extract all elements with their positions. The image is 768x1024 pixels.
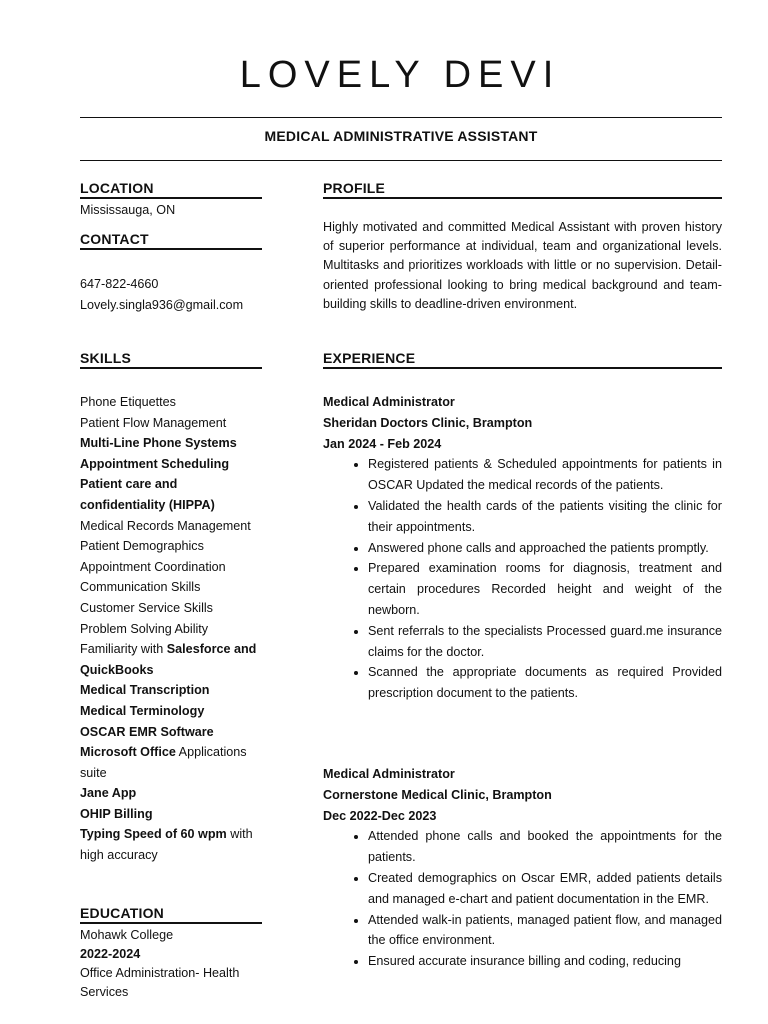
skill-text: Appointment Coordination (80, 559, 226, 574)
job-duty: • Attended phone calls and booked the appointments for the patients. (368, 826, 722, 868)
job-employer: Sheridan Doctors Clinic, Brampton (323, 415, 533, 430)
education-program: Office Administration- Health Services (80, 966, 240, 999)
skill-item (80, 454, 265, 475)
skill-text: Salesforce and QuickBooks (80, 642, 257, 677)
profile-text: Highly motivated and committed Medical Assistant with proven history of superior performance at individual, team and organizational levels. Multitasks and prioritizes workloads with little or no supervision. Detail-oriented professional looking to bring medical background and team-building skills to deadline-driven environment. (323, 220, 722, 311)
skill-item (80, 804, 265, 825)
skill-item (80, 722, 265, 743)
education-years: 2022-2024 (80, 947, 141, 961)
skill-text: Familiarity with (80, 642, 167, 657)
skills-list (80, 392, 265, 866)
job-duty: • Validated the health cards of the patients visiting the clinic for their appointments. (368, 496, 722, 538)
candidate-name: LOVELY DEVI (239, 54, 561, 96)
skill-text: Problem Solving Ability (80, 621, 209, 636)
job-role: Medical Administrator (323, 767, 455, 781)
skill-text: Patient Flow Management (80, 415, 227, 430)
job-entry (323, 392, 722, 704)
skill-text: Customer Service Skills (80, 600, 213, 615)
job-duty: • Scanned the appropriate documents as required Provided prescription document to the patients. (368, 662, 722, 704)
skill-item (80, 516, 265, 537)
skill-text: Jane App (80, 786, 137, 801)
job-entry (323, 764, 722, 972)
job-duty: • Created demographics on Oscar EMR, added patients details and managed e-chart and patient documentation in the EMR. (368, 868, 722, 910)
skill-text: Multi-Line Phone Systems (80, 436, 237, 451)
contact-heading: CONTACT (80, 231, 262, 250)
header-top-rule (80, 117, 722, 118)
skill-item (80, 783, 265, 804)
skill-text: Medical Terminology (80, 703, 205, 718)
skills-heading: SKILLS (80, 350, 262, 369)
skill-text: Communication Skills (80, 580, 201, 595)
skill-item (80, 598, 265, 619)
job-role: Medical Administrator (323, 395, 455, 409)
skill-text: Typing Speed of 60 wpm (80, 827, 227, 842)
job-duties-list (323, 826, 722, 972)
skill-text: OHIP Billing (80, 806, 153, 821)
skill-text: Patient care and confidentiality (HIPPA) (80, 477, 215, 512)
skill-text: with high accuracy (80, 827, 253, 863)
skill-item (80, 619, 265, 640)
job-dates: Dec 2022-Dec 2023 (323, 808, 437, 823)
skill-text: Medical Records Management (80, 518, 251, 533)
education-school: Mohawk College (80, 928, 174, 942)
experience-heading: EXPERIENCE (323, 350, 722, 369)
skill-item (80, 474, 265, 515)
contact-block (80, 274, 243, 316)
job-duties-list (323, 454, 722, 704)
skill-text: Microsoft Office (80, 745, 176, 760)
skill-item (80, 557, 265, 578)
profile-heading: PROFILE (323, 180, 722, 199)
job-duty: • Registered patients & Scheduled appointments for patients in OSCAR Updated the medical records of the patients. (368, 454, 722, 496)
job-duty: • Prepared examination rooms for diagnosis, treatment and certain procedures Recorded height and weight of the newborn. (368, 558, 722, 620)
skill-item (80, 639, 265, 680)
skill-text: Applications suite (80, 745, 247, 780)
job-dates: Jan 2024 - Feb 2024 (323, 436, 442, 451)
contact-email: Lovely.singla936@gmail.com (80, 297, 244, 312)
skill-item (80, 413, 265, 434)
skill-item (80, 433, 265, 454)
location-heading: LOCATION (80, 180, 262, 199)
skill-text: Medical Transcription (80, 683, 210, 698)
skill-item (80, 824, 265, 865)
education-heading: EDUCATION (80, 905, 262, 924)
job-employer: Cornerstone Medical Clinic, Brampton (323, 787, 552, 802)
skill-text: Phone Etiquettes (80, 395, 176, 409)
header-bottom-rule (80, 160, 722, 161)
skill-item (80, 392, 265, 413)
location-value: Mississauga, ON (80, 203, 176, 217)
education-block (80, 926, 265, 1002)
skill-text: Patient Demographics (80, 539, 204, 554)
job-duty: • Sent referrals to the specialists Processed guard.me insurance claims for the doctor. (368, 621, 722, 663)
skill-item (80, 536, 265, 557)
skill-item (80, 680, 265, 701)
skill-item (80, 577, 265, 598)
skill-text: Appointment Scheduling (80, 456, 230, 471)
job-duty: • Answered phone calls and approached the patients promptly. (368, 538, 722, 559)
skill-item (80, 701, 265, 722)
job-duty: • Attended walk-in patients, managed patient flow, and managed the office environment. (368, 910, 722, 952)
skill-text: OSCAR EMR Software (80, 724, 214, 739)
job-title: MEDICAL ADMINISTRATIVE ASSISTANT (264, 128, 538, 144)
contact-phone: 647-822-4660 (80, 277, 159, 291)
job-duty: • Ensured accurate insurance billing and coding, reducing (368, 951, 722, 972)
skill-item (80, 742, 265, 783)
